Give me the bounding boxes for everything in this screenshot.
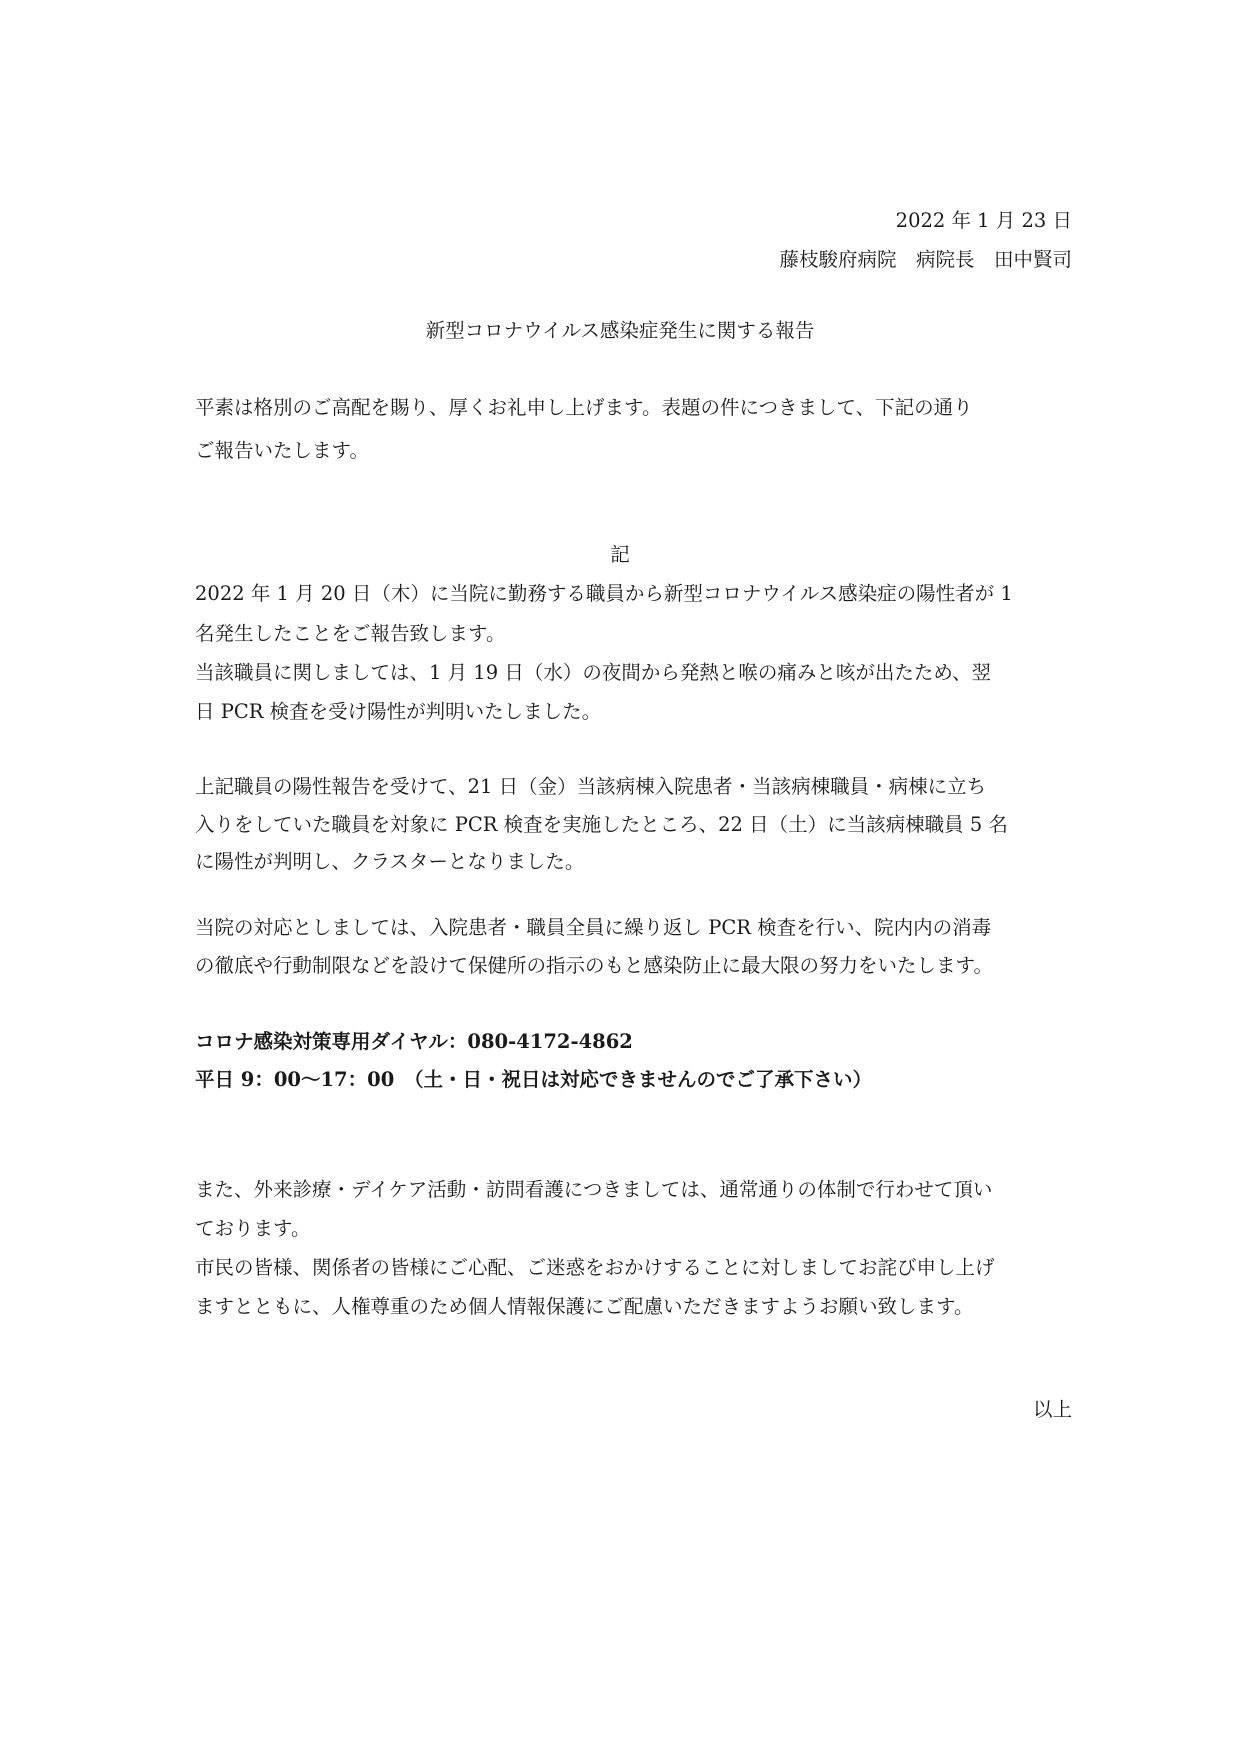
closing-line-4: ますとともに、人権尊重のため個人情報保護にご配慮いただきますようお願い致します。 (195, 1295, 974, 1318)
ki-heading: 記 (610, 543, 630, 566)
body-p2-line-3: に陽性が判明し、クラスターとなりました。 (195, 850, 585, 873)
body-p1-line-4: 日 PCR 検査を受け陽性が判明いたしました。 (195, 700, 602, 723)
body-p2-line-1: 上記職員の陽性報告を受けて、21 日（金）当該病棟入院患者・当該病棟職員・病棟に立ち (195, 775, 987, 798)
body-p3-line-2: の徹底や行動制限などを設けて保健所の指示のもと感染防止に最大限の努力をいたします。 (195, 954, 993, 977)
document-title: 新型コロナウイルス感染症発生に関する報告 (425, 319, 815, 342)
body-p1-line-1: 2022 年 1 月 20 日（木）に当院に勤務する職員から新型コロナウイルス感染症の陽性者が 1 (195, 582, 1013, 605)
closing-line-1: また、外来診療・デイケア活動・訪問看護につきましては、通常通りの体制で行わせて頂い (195, 1178, 993, 1201)
body-p1-line-3: 当該職員に関しましては、1 月 19 日（水）の夜間から発熱と喉の痛みと咳が出たため、翌 (195, 661, 992, 684)
closing-line-3: 市民の皆様、関係者の皆様にご心配、ご迷惑をおかけすることに対しましてお詫び申し上げ (195, 1256, 995, 1279)
contact-dial: コロナ感染対策専用ダイヤル：080-4172-4862 (195, 1030, 633, 1053)
intro-line-2: ご報告いたします。 (195, 439, 369, 462)
body-p1-line-2: 名発生したことをご報告致します。 (195, 622, 506, 645)
document-end-mark: 以上 (1032, 1398, 1072, 1421)
body-p3-line-1: 当院の対応としましては、入院患者・職員全員に繰り返し PCR 検査を行い、院内内の消毒 (195, 916, 992, 939)
contact-hours: 平日 9：00～17：00 （土・日・祝日は対応できませんのでご了承下さい） (195, 1068, 873, 1091)
intro-line-1: 平素は格別のご高配を賜り、厚くお礼申し上げます。表題の件につきまして、下記の通り (195, 396, 973, 419)
body-p2-line-2: 入りをしていた職員を対象に PCR 検査を実施したところ、22 日（土）に当該病棟職員 5 名 (195, 813, 1008, 836)
document-date: 2022 年 1 月 23 日 (895, 209, 1072, 232)
closing-line-2: ております。 (195, 1217, 311, 1240)
sender-signature: 藤枝駿府病院 病院長 田中賢司 (779, 248, 1072, 271)
